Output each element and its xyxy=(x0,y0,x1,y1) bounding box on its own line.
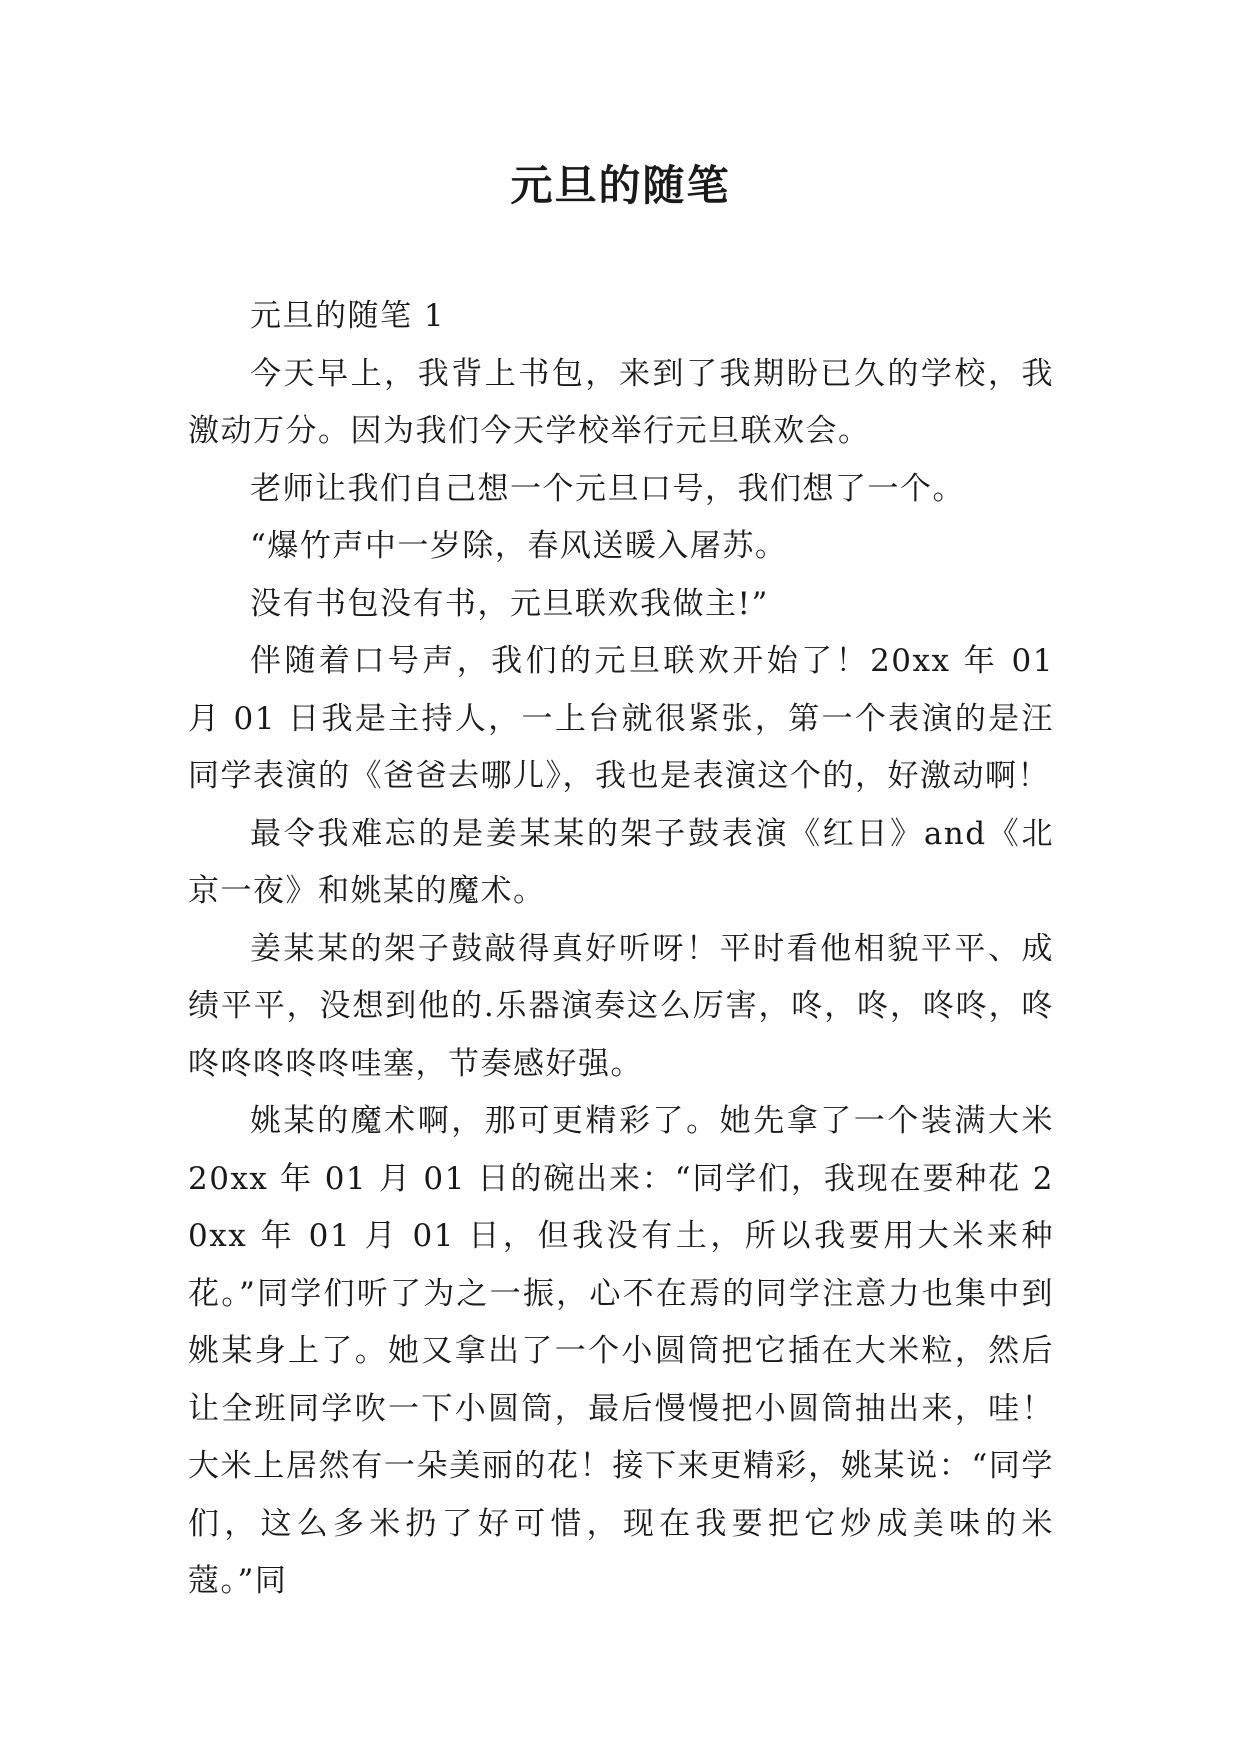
paragraph: 今天早上，我背上书包，来到了我期盼已久的学校，我激动万分。因为我们今天学校举行元旦联欢会。 xyxy=(188,355,1054,449)
paragraph: 没有书包没有书，元旦联欢我做主!” xyxy=(250,585,769,622)
paragraph: 姜某某的架子鼓敲得真好听呀！平时看他相貌平平、成绩平平，没想到他的.乐器演奏这么厉害，咚，咚，咚咚，咚咚咚咚咚咚哇塞，节奏感好强。 xyxy=(188,930,1054,1082)
paragraph: 姚某的魔术啊，那可更精彩了。她先拿了一个装满大米 20xx 年 01 月 01 日的碗出来：“同学们，我现在要种花 20xx 年 01 月 01 日，但我没有土，所以我要用大米来种花。”同学们听了为之一振，心不在焉的同学注意力也集中到姚某身上了。她又拿出了一个小圆筒把它插在大米粒，然后让全班同学吹一下小圆筒，最后慢慢把小圆筒抽出来，哇！大米上居然有一朵美丽的花！接下来更精彩，姚某说：“同学们，这么多米扔了好可惜，现在我要把它炒成美味的米蔻。”同 xyxy=(188,1103,1054,1599)
document-body xyxy=(188,288,1054,1611)
paragraph: “爆竹声中一岁除，春风送暖入屠苏。 xyxy=(250,528,788,564)
paragraph: 老师让我们自己想一个元旦口号，我们想了一个。 xyxy=(250,470,965,507)
document-title: 元旦的随笔 xyxy=(510,161,731,210)
paragraph-heading: 元旦的随笔 1 xyxy=(250,298,446,334)
paragraph: 伴随着口号声，我们的元旦联欢开始了！20xx 年 01 月 01 日我是主持人，一上台就很紧张，第一个表演的是汪同学表演的《爸爸去哪儿》，我也是表演这个的，好激动啊！ xyxy=(188,643,1054,794)
paragraph: 最令我难忘的是姜某某的架子鼓表演《红日》and《北京一夜》和姚某的魔术。 xyxy=(188,815,1054,909)
